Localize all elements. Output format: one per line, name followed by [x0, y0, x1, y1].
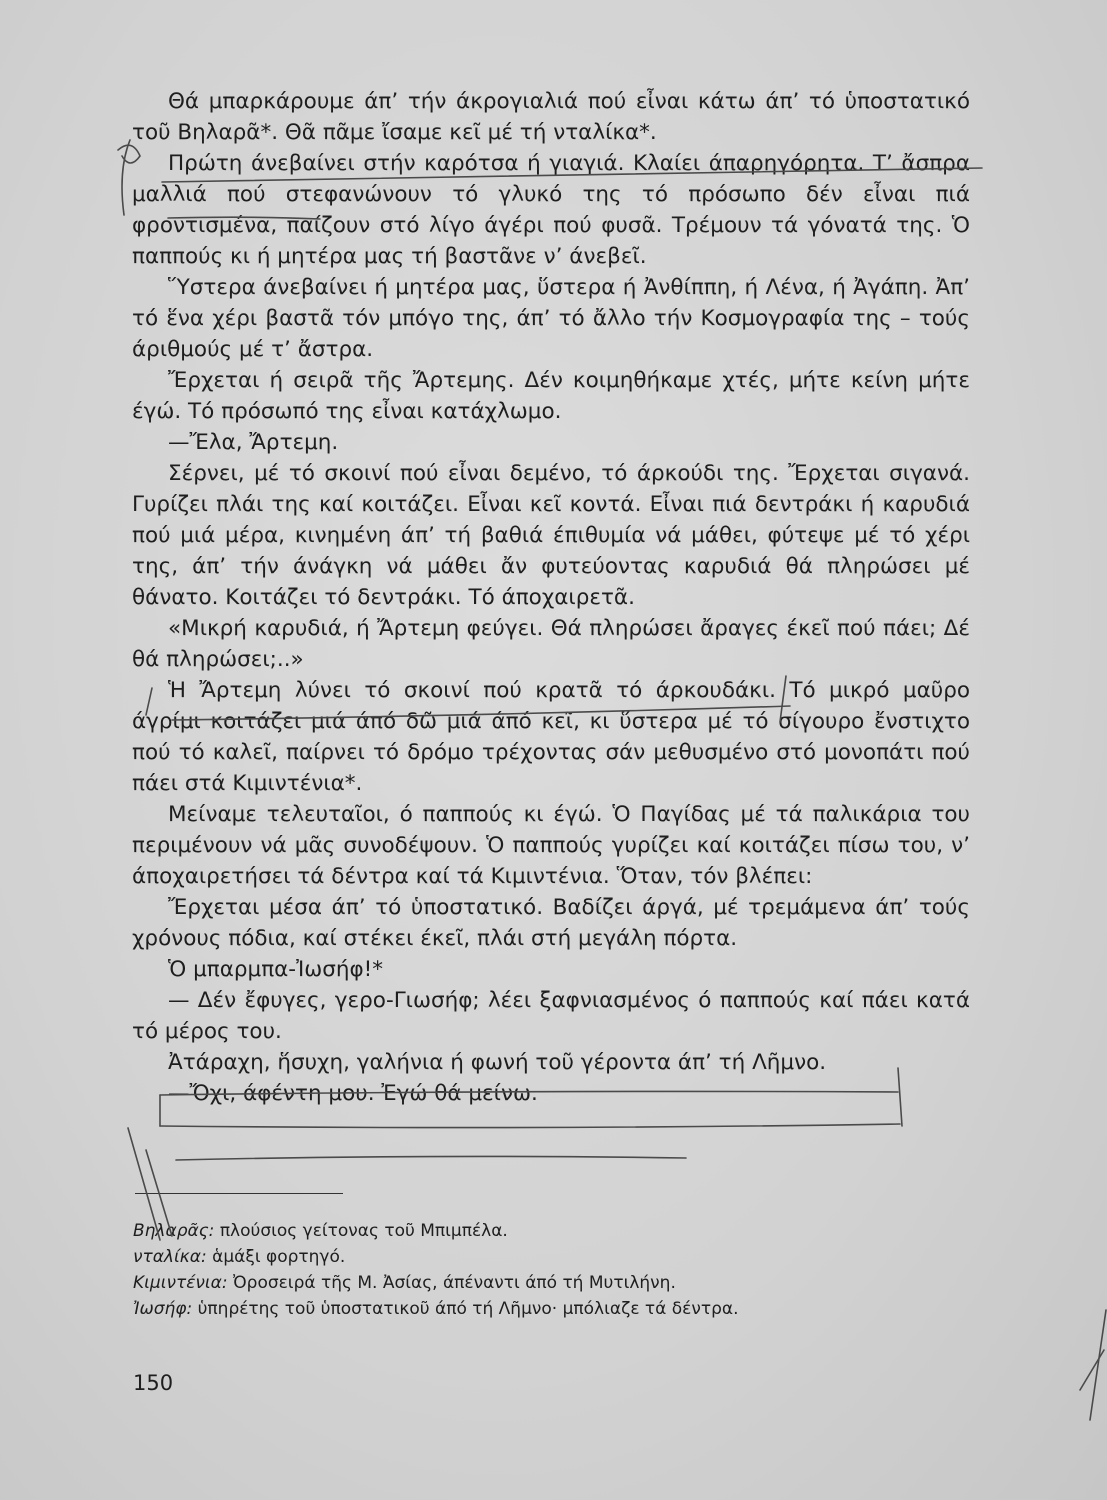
- paragraph: Ὕστερα άνεβαίνει ή μητέρα μας, ὕστερα ή Ἀνθίππη, ή Λένα, ή Ἀγάπη. Ἀπ’ τό ἕνα χέρι βαστᾶ τόν μπόγο της, άπ’ τό ἄλλο τήν Κοσμογραφία της – τούς άριθμούς μέ τ’ ἄστρα.: [132, 275, 970, 362]
- footnote-term: Βηλαρᾶς:: [133, 1221, 215, 1241]
- pencil-bracket: [122, 140, 130, 215]
- footnote-text: πλούσιος γείτονας τοῦ Μπιμπέλα.: [219, 1221, 508, 1241]
- footnote: [133, 1296, 973, 1322]
- paragraph: Ἔρχεται ή σειρᾶ τῆς Ἄρτεμης. Δέν κοιμηθήκαμε χτές, μήτε κείνη μήτε έγώ. Τό πρόσωπό της εἶναι κατάχλωμο.: [132, 368, 970, 424]
- pencil-underline: [176, 1156, 686, 1160]
- footnote-term: Κιμιντένια:: [133, 1273, 228, 1293]
- pencil-box-bottom: [160, 1124, 900, 1128]
- footnote-text: ἁμάξι φορτηγό.: [212, 1247, 346, 1267]
- footnote-term: Ἰωσήφ:: [133, 1299, 193, 1319]
- paragraph: Ἡ Ἄρτεμη λύνει τό σκοινί πού κρατᾶ τό άρκουδάκι. Τό μικρό μαῦρο άγρίμι κοιτάζει μιά άπό δῶ μιά άπό κεῖ, κι ὕστερα μέ τό σίγουρο ἔνστιχτο πού τό καλεῖ, παίρνει τό δρόμο τρέχοντας σάν μεθυσμένο στό μονοπάτι πού πάει στά Κιμιντένια*.: [132, 678, 970, 796]
- paragraph: Θά μπαρκάρουμε άπ’ τήν άκρογιαλιά πού εἶναι κάτω άπ’ τό ὑποστατικό τοῦ Βηλαρᾶ*. Θᾶ πᾶμε ἴσαμε κεῖ μέ τή νταλίκα*.: [132, 89, 970, 145]
- paragraph: Πρώτη άνεβαίνει στήν καρότσα ή γιαγιά. Κλαίει άπαρηγόρητα. Τ’ ἄσπρα μαλλιά πού στεφανώνουν τό γλυκό της τό πρόσωπο δέν εἶναι πιά φροντισμένα, παίζουν στό λίγο άγέρι πού φυσᾶ. Τρέμουν τά γόνατά της. Ὁ παππούς κι ή μητέρα μας τή βαστᾶνε ν’ άνεβεῖ.: [132, 151, 970, 269]
- paragraph: Μείναμε τελευταῖοι, ό παππούς κι έγώ. Ὁ Παγίδας μέ τά παλικάρια του περιμένουν νά μᾶς συνοδέψουν. Ὁ παππούς γυρίζει καί κοιτάζει πίσω του, ν’ άποχαιρετήσει τά δέντρα καί τά Κιμιντένια. Ὅταν, τόν βλέπει:: [132, 802, 970, 889]
- footnote: [133, 1270, 973, 1296]
- footnotes: [133, 1218, 973, 1322]
- footnote-term: νταλίκα:: [133, 1247, 207, 1267]
- pencil-margin-stroke: [1090, 1310, 1106, 1420]
- footnote: [133, 1244, 973, 1270]
- page-number: 150: [133, 1371, 174, 1395]
- paragraph: Σέρνει, μέ τό σκοινί πού εἶναι δεμένο, τό άρκούδι της. Ἔρχεται σιγανά. Γυρίζει πλάι της καί κοιτάζει. Εἶναι κεῖ κοντά. Εἶναι πιά δεντράκι ή καρυδιά πού μιά μέρα, κινημένη άπ’ τή βαθιά έπιθυμία νά μάθει, φύτεψε μέ τό χέρι της, άπ’ τήν άνάγκη νά μάθει ἄν φυτεύοντας καρυδιά θά πληρώσει μέ θάνατο. Κοιτάζει τό δεντράκι. Τό άποχαιρετᾶ.: [132, 461, 970, 610]
- paragraph: Ὁ μπαρμπα-Ἰωσήφ!*: [168, 957, 384, 982]
- pencil-margin-stroke: [1080, 1350, 1104, 1390]
- paragraph: «Μικρή καρυδιά, ή Ἄρτεμη φεύγει. Θά πληρώσει ἄραγες έκεῖ πού πάει; Δέ θά πληρώσει;..»: [132, 616, 970, 672]
- paragraph: Ἀτάραχη, ἥσυχη, γαλήνια ή φωνή τοῦ γέροντα άπ’ τή Λῆμνο.: [168, 1050, 827, 1075]
- footnote: [133, 1218, 973, 1244]
- paragraph: —Ἔλα, Ἄρτεμη.: [168, 430, 339, 455]
- main-text: [132, 86, 970, 1109]
- footnote-text: ὑπηρέτης τοῦ ὑποστατικοῦ άπό τή Λῆμνο· μπόλιαζε τά δέντρα.: [197, 1299, 739, 1319]
- paragraph: —Ὄχι, άφέντη μου. Ἐγώ θά μείνω.: [168, 1081, 538, 1106]
- paragraph: — Δέν ἔφυγες, γερο-Γιωσήφ; λέει ξαφνιασμένος ό παππούς καί πάει κατά τό μέρος του.: [132, 988, 970, 1044]
- paragraph: Ἔρχεται μέσα άπ’ τό ὑποστατικό. Βαδίζει άργά, μέ τρεμάμενα άπ’ τούς χρόνους πόδια, καί στέκει έκεῖ, πλάι στή μεγάλη πόρτα.: [132, 895, 970, 951]
- footnote-divider: [135, 1193, 343, 1194]
- footnote-text: Ὀροσειρά τῆς Μ. Ἀσίας, άπέναντι άπό τή Μυτιλήνη.: [232, 1273, 676, 1293]
